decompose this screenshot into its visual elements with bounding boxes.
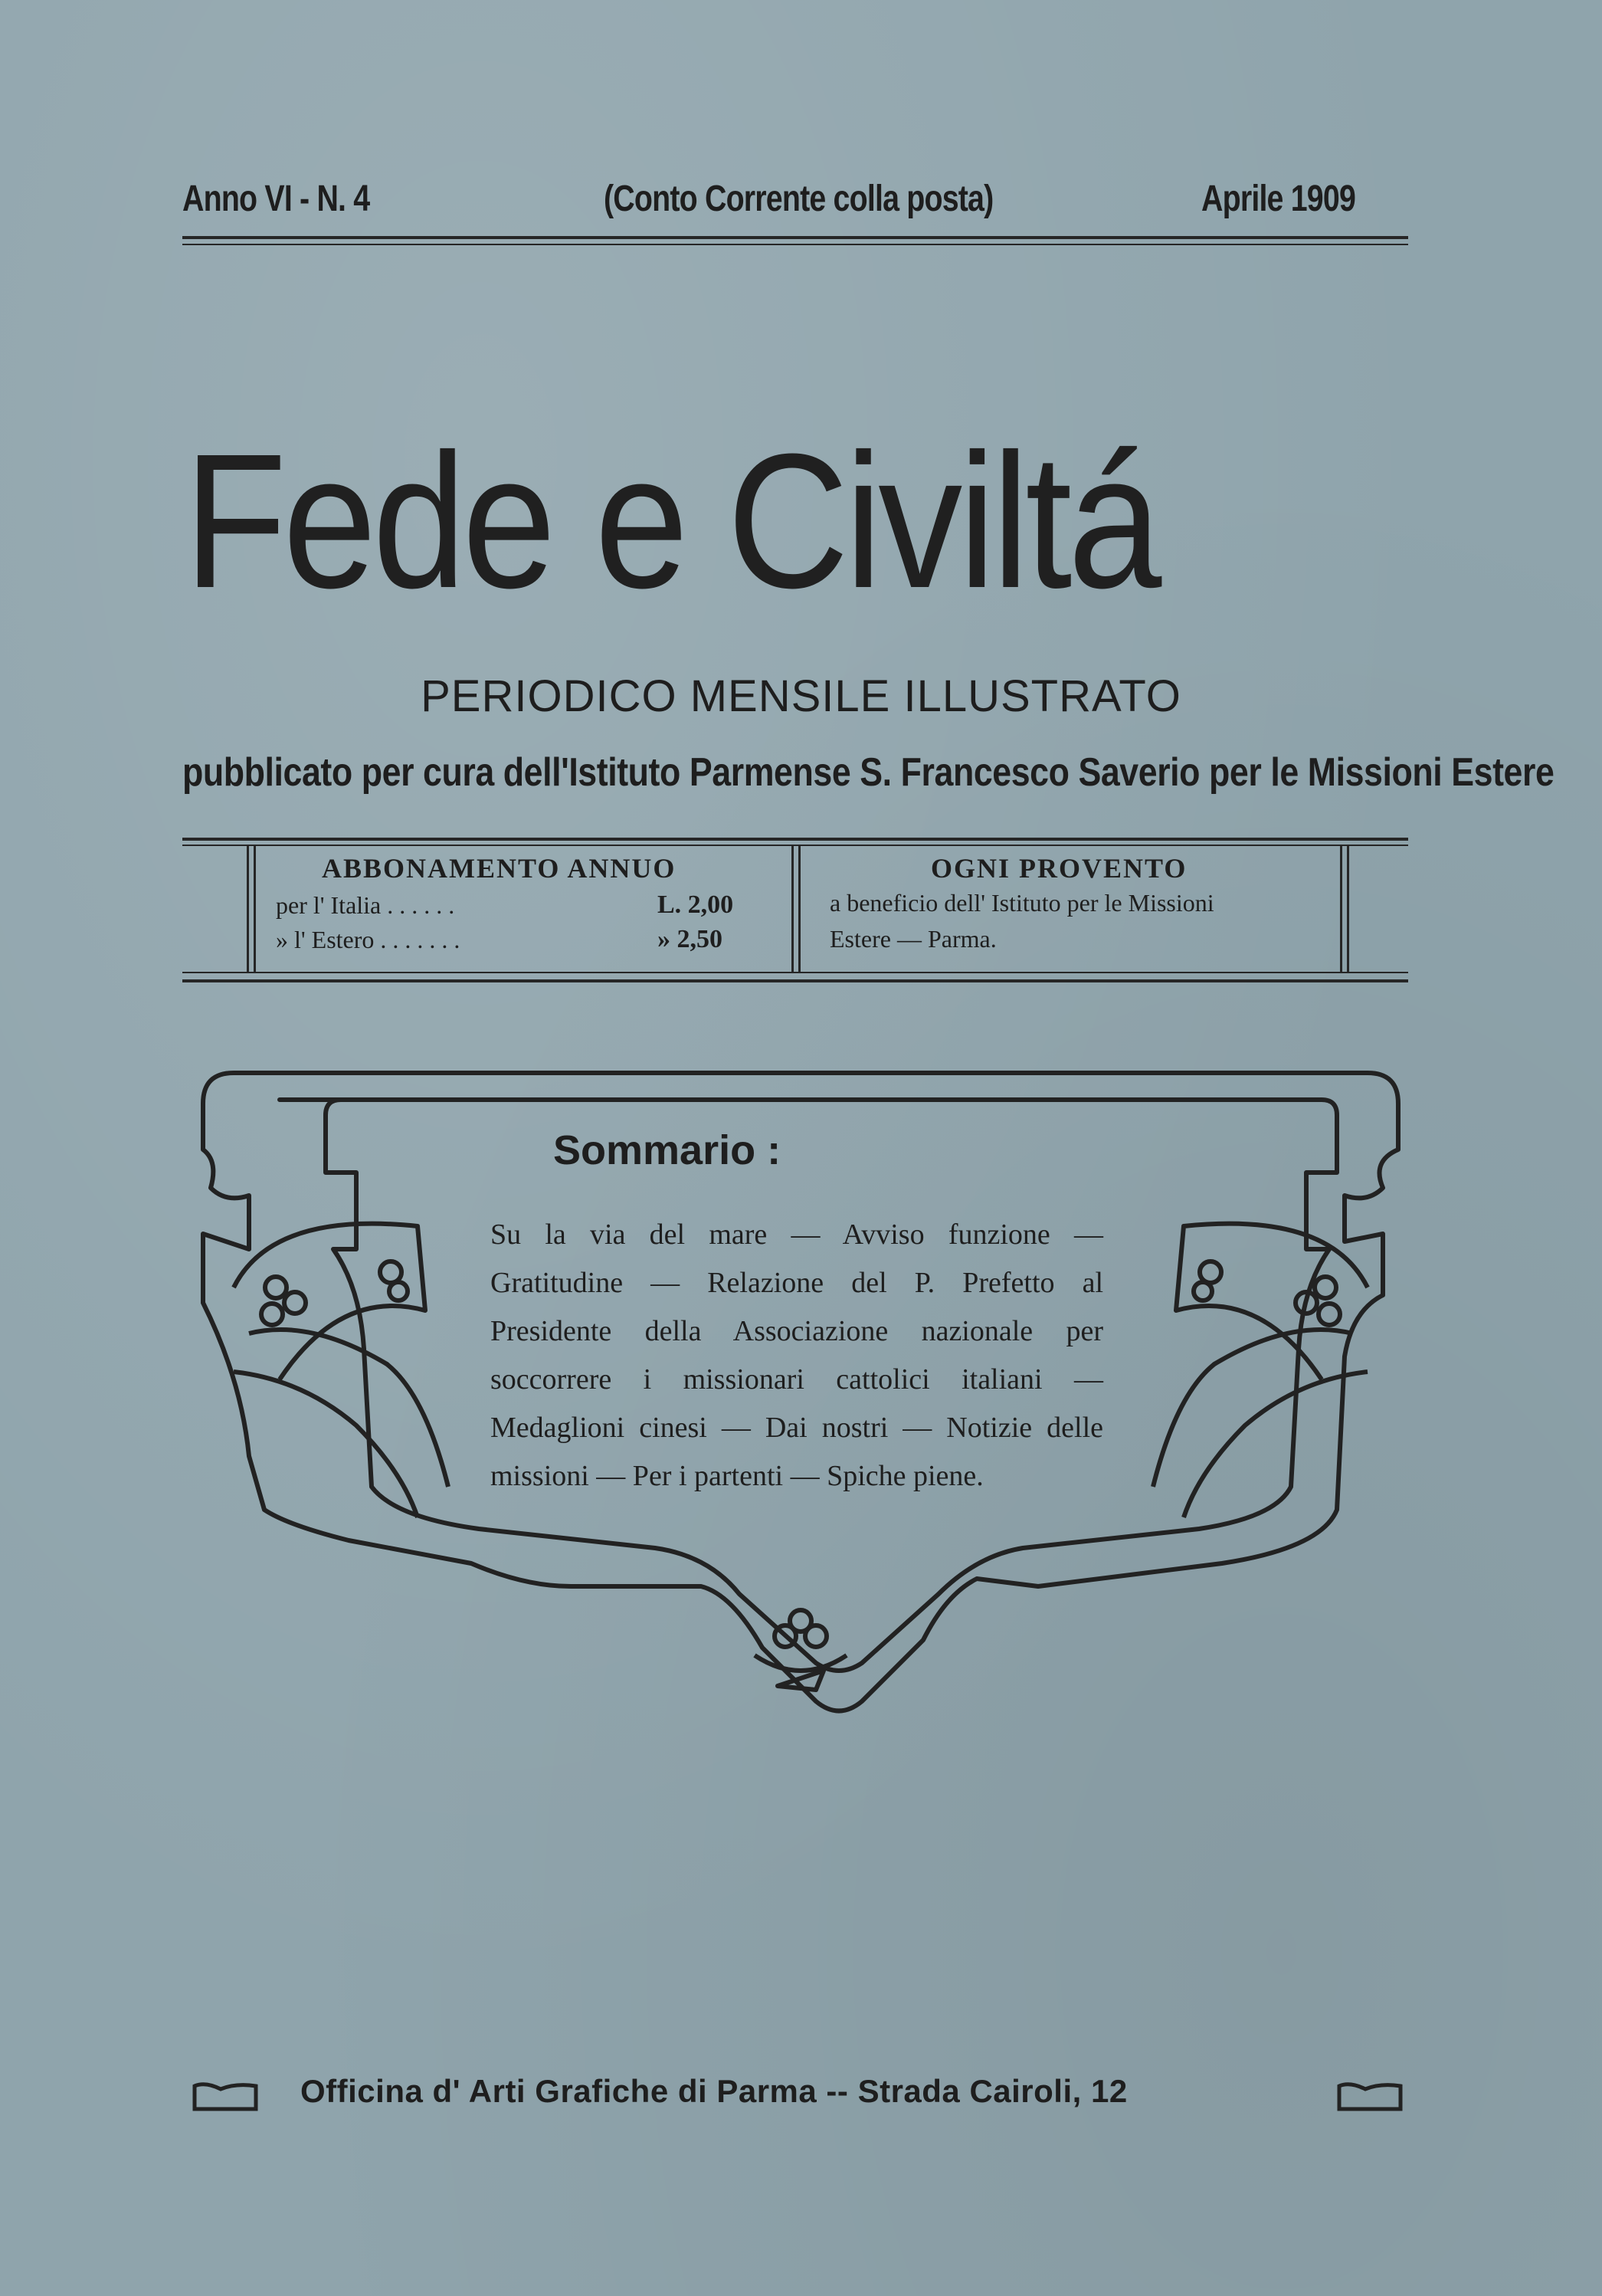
- sommario-heading: Sommario :: [553, 1127, 781, 1173]
- box-divider-middle-2: [798, 845, 801, 972]
- issue-header: [182, 178, 1408, 231]
- box-rule-top-thin: [182, 845, 1408, 846]
- issue-number: Anno VI - N. 4: [182, 179, 370, 219]
- header-rule: [182, 236, 1408, 239]
- subscription-italy-price: L. 2,00: [657, 891, 734, 919]
- printer-mark-left-icon: [190, 2078, 260, 2115]
- subscription-abroad-price: » 2,50: [657, 925, 722, 953]
- box-divider-middle: [791, 845, 794, 972]
- box-rule-bottom-thin: [182, 972, 1408, 973]
- box-divider-right-2: [1347, 845, 1349, 972]
- sommario-body: Su la via del mare — Avviso funzione — Gratitudine — Relazione del P. Prefetto al Presidente della Associazione nazionale per soccorrere i missionari cattolici italiani — Medaglioni cinesi — Dai nostri — Notizie delle missioni — Per i partenti — Spiche piene.: [490, 1219, 1103, 1492]
- box-divider-left-2: [254, 845, 256, 972]
- proceeds-line-1: a beneficio dell' Istituto per le Missioni: [830, 889, 1214, 917]
- issue-date: Aprile 1909: [1201, 179, 1356, 219]
- subscription-abroad-label: » l' Estero . . . . . . .: [276, 926, 460, 953]
- magazine-title: Fede e Civiltá: [184, 414, 1158, 628]
- box-divider-left: [247, 845, 249, 972]
- postal-note: (Conto Corrente colla posta): [604, 179, 994, 219]
- box-rule-top: [182, 838, 1408, 841]
- subscription-italy-label: per l' Italia . . . . . .: [276, 891, 455, 919]
- box-divider-right: [1340, 845, 1342, 972]
- printer-mark-right-icon: [1335, 2078, 1405, 2115]
- printer-line: Officina d' Arti Grafiche di Parma -- Strada Cairoli, 12: [300, 2073, 1128, 2109]
- box-rule-bottom: [182, 979, 1408, 982]
- proceeds-heading: OGNI PROVENTO: [931, 853, 1188, 884]
- proceeds-line-2: Estere — Parma.: [830, 925, 997, 953]
- subscription-heading: ABBONAMENTO ANNUO: [322, 853, 677, 884]
- publisher-line: pubblicato per cura dell'Istituto Parmense S. Francesco Saverio per le Missioni Estere: [182, 750, 1554, 795]
- header-rule-thin: [182, 244, 1408, 245]
- magazine-subtitle: PERIODICO MENSILE ILLUSTRATO: [421, 671, 1181, 721]
